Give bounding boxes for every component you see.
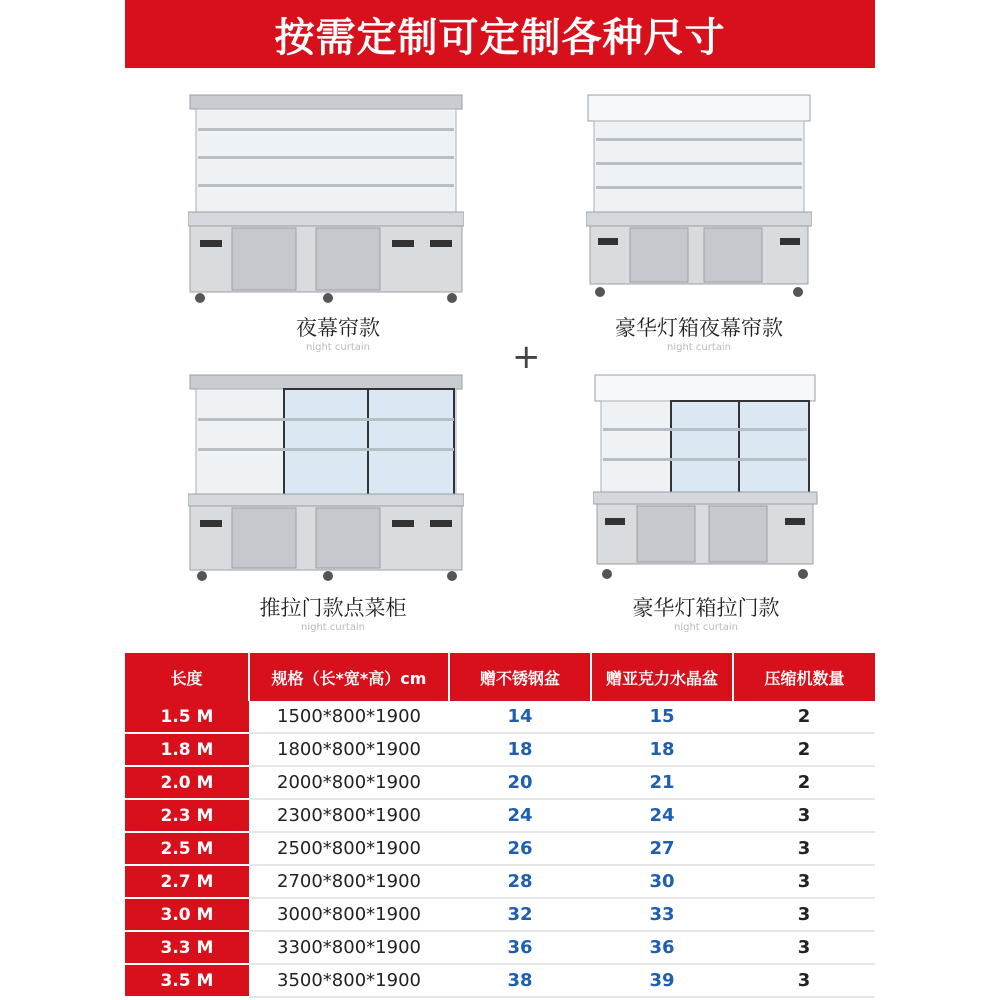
cabinet-image-lightbox-sliding-door (593, 372, 819, 586)
cell-spec: 2300*800*1900 (249, 799, 449, 832)
cell-length: 1.5 M (125, 701, 249, 733)
cell-steel-basin: 14 (449, 701, 591, 733)
cell-spec: 1800*800*1900 (249, 733, 449, 766)
table-row (125, 832, 875, 865)
cell-spec: 2000*800*1900 (249, 766, 449, 799)
table-row (125, 865, 875, 898)
cell-steel-basin: 28 (449, 865, 591, 898)
product-sublabel: night curtain (305, 342, 370, 353)
cell-spec: 2500*800*1900 (249, 832, 449, 865)
cell-compressor: 2 (733, 733, 875, 766)
cell-steel-basin: 24 (449, 799, 591, 832)
table-row (125, 931, 875, 964)
cell-steel-basin: 38 (449, 964, 591, 997)
product-label: 夜幕帘款 (296, 316, 380, 340)
cell-acrylic-basin: 30 (591, 865, 733, 898)
header-acrylic-basin: 赠亚克力水晶盆 (591, 653, 733, 701)
cell-steel-basin: 36 (449, 931, 591, 964)
product-sublabel: night curtain (673, 622, 738, 633)
cell-acrylic-basin: 36 (591, 931, 733, 964)
cell-length: 2.5 M (125, 832, 249, 865)
cell-steel-basin: 20 (449, 766, 591, 799)
cabinet-image-night-curtain (188, 92, 464, 306)
product-label: 推拉门款点菜柜 (259, 596, 407, 620)
cell-compressor: 3 (733, 898, 875, 931)
table-row (125, 799, 875, 832)
cell-spec: 2700*800*1900 (249, 865, 449, 898)
header-length: 长度 (125, 653, 249, 701)
cell-spec: 1500*800*1900 (249, 701, 449, 733)
table-row (125, 733, 875, 766)
table-row (125, 766, 875, 799)
cell-spec: 3000*800*1900 (249, 898, 449, 931)
cell-acrylic-basin: 27 (591, 832, 733, 865)
cell-compressor: 3 (733, 931, 875, 964)
cell-length: 3.5 M (125, 964, 249, 997)
header-spec: 规格（长*宽*高）cm (249, 653, 449, 701)
cell-length: 2.7 M (125, 865, 249, 898)
product-lightbox-sliding-door (593, 372, 893, 633)
plus-symbol: + (512, 337, 541, 377)
banner-title: 按需定制可定制各种尺寸 (274, 14, 726, 61)
cell-compressor: 2 (733, 701, 875, 733)
cell-length: 3.0 M (125, 898, 249, 931)
cell-compressor: 3 (733, 865, 875, 898)
spec-table (125, 653, 875, 998)
cell-steel-basin: 26 (449, 832, 591, 865)
product-sublabel: night curtain (300, 622, 365, 633)
cell-acrylic-basin: 21 (591, 766, 733, 799)
cabinet-image-lightbox-night-curtain (586, 92, 812, 306)
page-banner (125, 0, 875, 68)
header-compressor-count: 压缩机数量 (733, 653, 875, 701)
cell-compressor: 3 (733, 964, 875, 997)
cell-acrylic-basin: 15 (591, 701, 733, 733)
cell-spec: 3300*800*1900 (249, 931, 449, 964)
cell-acrylic-basin: 33 (591, 898, 733, 931)
cell-length: 2.0 M (125, 766, 249, 799)
cell-length: 1.8 M (125, 733, 249, 766)
cell-steel-basin: 32 (449, 898, 591, 931)
table-row (125, 964, 875, 997)
cell-acrylic-basin: 24 (591, 799, 733, 832)
cell-length: 3.3 M (125, 931, 249, 964)
table-header-row (125, 653, 875, 701)
header-steel-basin: 赠不锈钢盆 (449, 653, 591, 701)
cell-compressor: 3 (733, 832, 875, 865)
cell-compressor: 2 (733, 766, 875, 799)
cabinet-image-sliding-door (188, 372, 464, 586)
cell-acrylic-basin: 18 (591, 733, 733, 766)
cell-steel-basin: 18 (449, 733, 591, 766)
product-label: 豪华灯箱夜幕帘款 (615, 316, 783, 340)
table-row (125, 898, 875, 931)
table-row (125, 701, 875, 733)
cell-length: 2.3 M (125, 799, 249, 832)
product-lightbox-night-curtain (586, 92, 886, 353)
cell-acrylic-basin: 39 (591, 964, 733, 997)
cell-spec: 3500*800*1900 (249, 964, 449, 997)
product-night-curtain (188, 92, 488, 353)
product-label: 豪华灯箱拉门款 (632, 596, 780, 620)
product-sliding-door (188, 372, 488, 633)
product-sublabel: night curtain (666, 342, 731, 353)
cell-compressor: 3 (733, 799, 875, 832)
